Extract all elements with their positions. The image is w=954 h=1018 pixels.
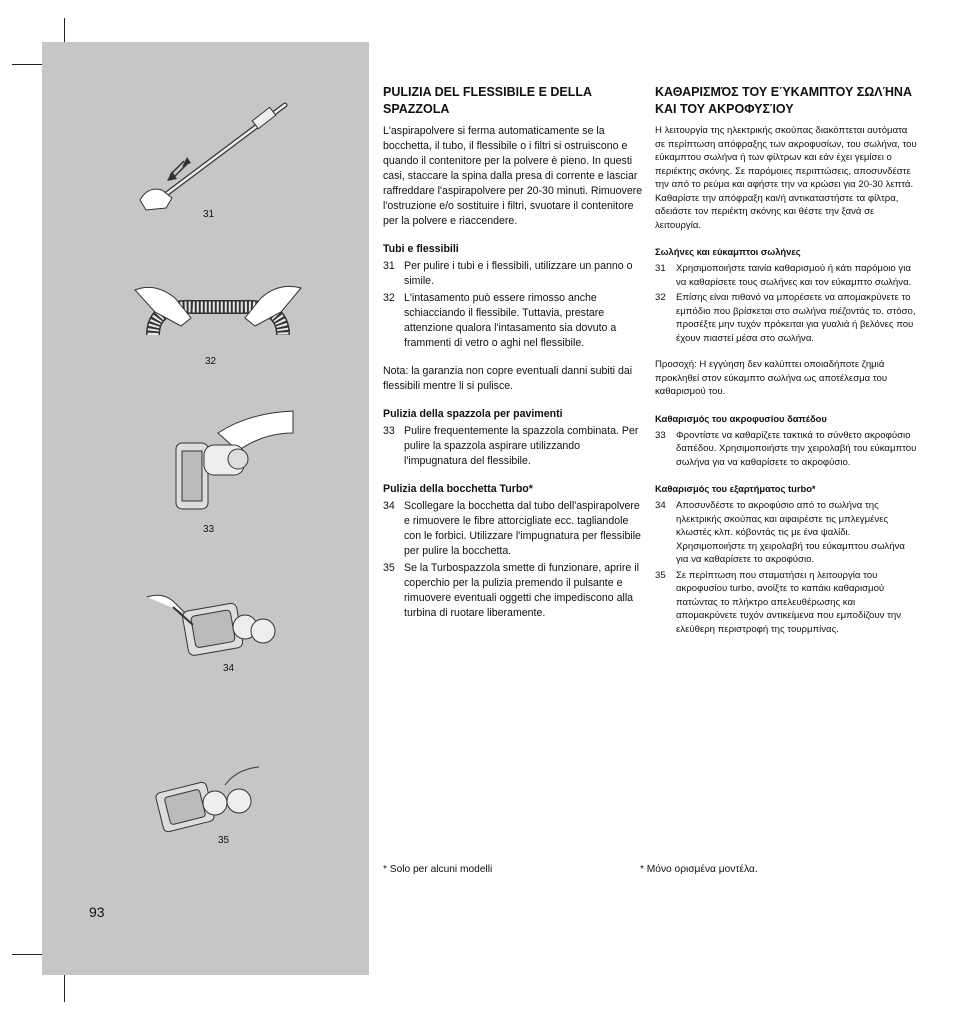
numbered-list: [655, 429, 917, 470]
list-item: 35 Se la Turbospazzola smette di funzionare, aprire il coperchio per la pulizia premendo il pulsante e rimuovere eventuali oggetti che impediscono alla turbina di ruotare liberamente.: [383, 562, 639, 619]
floor-nozzle-icon: [168, 405, 298, 515]
numbered-list: [655, 499, 917, 636]
subsection-heading: Pulizia della spazzola per pavimenti: [383, 408, 563, 420]
intro-paragraph: Η λειτουργία της ηλεκτρικής σκούπας διακόπτεται αυτόματα σε περίπτωση απόφραξης των ακροφυσίων, του σωλήνα, του εύκαμπτου σωλήνα ή των φίλτρων και εάν έχει γεμίσει ο περιέκτης σκόνης. Σε παρόμοιες περιπτώσεις, αποσυνδέστε την από το ρεύμα και αφήστε την να κρώσει για 20-30 λεπτά. Καθαρίστε την απόφραξη και/ή αντικαταστήστε τα φίλτρα, αδειάστε τον περιέκτη σκόνης και θέστε την ξανά σε λειτουργία.: [655, 125, 917, 231]
note-paragraph: Nota: la garanzia non copre eventuali danni subiti dai flessibili mentre li si pulisce.: [383, 365, 633, 392]
numbered-list: [383, 499, 643, 621]
numbered-list: [383, 424, 643, 469]
turbo-nozzle-scissors-icon: [145, 585, 285, 660]
figure-number: 34: [223, 663, 235, 674]
intro-paragraph: L'aspirapolvere si ferma automaticamente se la bocchetta, il tubo, il flessibile o i filtri si ostruiscono e quando il contenitore per la polvere è pieno. In questi casi, staccare la spina dalla presa di corrente e lasciar raffreddare l'aspirapolvere per 20-30 minuti. Rimuovere l'ostruzione e/o sostituire i filtri, svuotare il contenitore per la polvere e riaccendere.: [383, 125, 643, 227]
hose-hand-icon: [135, 95, 305, 215]
list-item: 34 Scollegare la bocchetta dal tubo dell'aspirapolvere e rimuovere le fibre attorcigliate ecc. tagliandole con le forbici. Utilizzare l'impugnatura per flessibile per pulire la bocchetta.: [383, 500, 641, 557]
figure-number: 31: [203, 209, 215, 220]
turbo-nozzle-open-icon: [155, 765, 265, 835]
figure-number: 35: [218, 835, 230, 846]
list-item: 34 Αποσυνδέστε το ακροφύσιο από το σωλήνα της ηλεκτρικής σκούπας και αφαιρέστε τις μπλεγμένες κλωστές κλπ. κόβοντάς τις με ένα ψαλίδι. Χρησιμοποιήστε τη χειρολαβή του εύκαμπτου σωλήνα για να καθαρίσετε το ακροφύσιο.: [655, 500, 905, 565]
note-paragraph: Προσοχή: Η εγγύηση δεν καλύπτει οποιαδήποτε ζημιά προκληθεί στον εύκαμπτο σωλήνα ως αποτέλεσμα του καθαρισμού του.: [655, 359, 888, 397]
list-item: 32 L'intasamento può essere rimosso anche schiacciando il flessibile. Tuttavia, prestare attenzione qualora l'intasamento sia dovuto a frammenti di vetro o aghi nel flessibile.: [383, 292, 617, 349]
section-title: PULIZIA DEL FLESSIBILE E DELLA SPAZZOLA: [383, 85, 592, 116]
numbered-list: [655, 262, 917, 345]
footnote: * Μόνο ορισμένα μοντέλα.: [640, 864, 758, 875]
subsection-heading: Καθαρισμός του εξαρτήματος turbo*: [655, 483, 816, 494]
list-item: 32 Επίσης είναι πιθανό να μπορέσετε να απομακρύνετε το εμπόδιο που βρίσκεται στο σωλήνα πιέζοντάς το. στόσο, προσέξτε μην τυχόν πρόκειται για γυαλιά ή βελόνες που έχουν πιαστεί μέσα στο σωλήνα.: [655, 292, 916, 344]
italian-column: [383, 84, 643, 634]
list-item: 31 Χρησιμοποιήστε ταινία καθαρισμού ή κάτι παρόμοιο για να καθαρίσετε τους σωλήνες και τον εύκαμπτο σωλήνα.: [655, 263, 912, 288]
list-item: 31 Per pulire i tubi e i flessibili, utilizzare un panno o simile.: [383, 260, 633, 287]
section-title: ΚΑΘΑΡΙΣΜΌΣ ΤΟΥ ΕΎΚΑΜΠΤΟΥ ΣΩΛΉΝΑ ΚΑΙ ΤΟΥ ΑΚΡΟΦΥΣΊΟΥ: [655, 85, 912, 116]
figure-number: 33: [203, 524, 215, 535]
list-item: 33 Pulire frequentemente la spazzola combinata. Per pulire la spazzola aspirare utilizzando l'impugnatura del flessibile.: [383, 425, 639, 467]
subsection-heading: Σωλήνες και εύκαμπτοι σωλήνες: [655, 246, 801, 257]
numbered-list: [383, 259, 643, 351]
subsection-heading: Καθαρισμός του ακροφυσίου δαπέδου: [655, 412, 827, 424]
greek-column: [655, 84, 917, 649]
list-item: 35 Σε περίπτωση που σταματήσει η λειτουργία του ακροφυσίου turbo, ανοίξτε το καπάκι καθαρισμού πατώντας το πλήκτρο απελευθέρωσης και απομακρύνετε τυχόν αντικείμενα που εμποδίζουν την ελεύθερη περιστροφή της τουρμπίνας.: [655, 569, 902, 635]
subsection-heading: Tubi e flessibili: [383, 243, 459, 255]
list-item: 33 Φροντίστε να καθαρίζετε τακτικά το σύνθετο ακροφύσιο δαπέδου. Χρησιμοποιήστε την χειρολαβή του εύκαμπτου σωλήνα για να καθαρίσετε το ακροφύσιο.: [655, 429, 917, 468]
flexible-hose-icon: [133, 280, 303, 355]
page-number: 93: [89, 904, 105, 920]
figure-number: 32: [205, 356, 217, 367]
footnote: * Solo per alcuni modelli: [383, 864, 493, 875]
subsection-heading: Pulizia della bocchetta Turbo*: [383, 483, 533, 495]
